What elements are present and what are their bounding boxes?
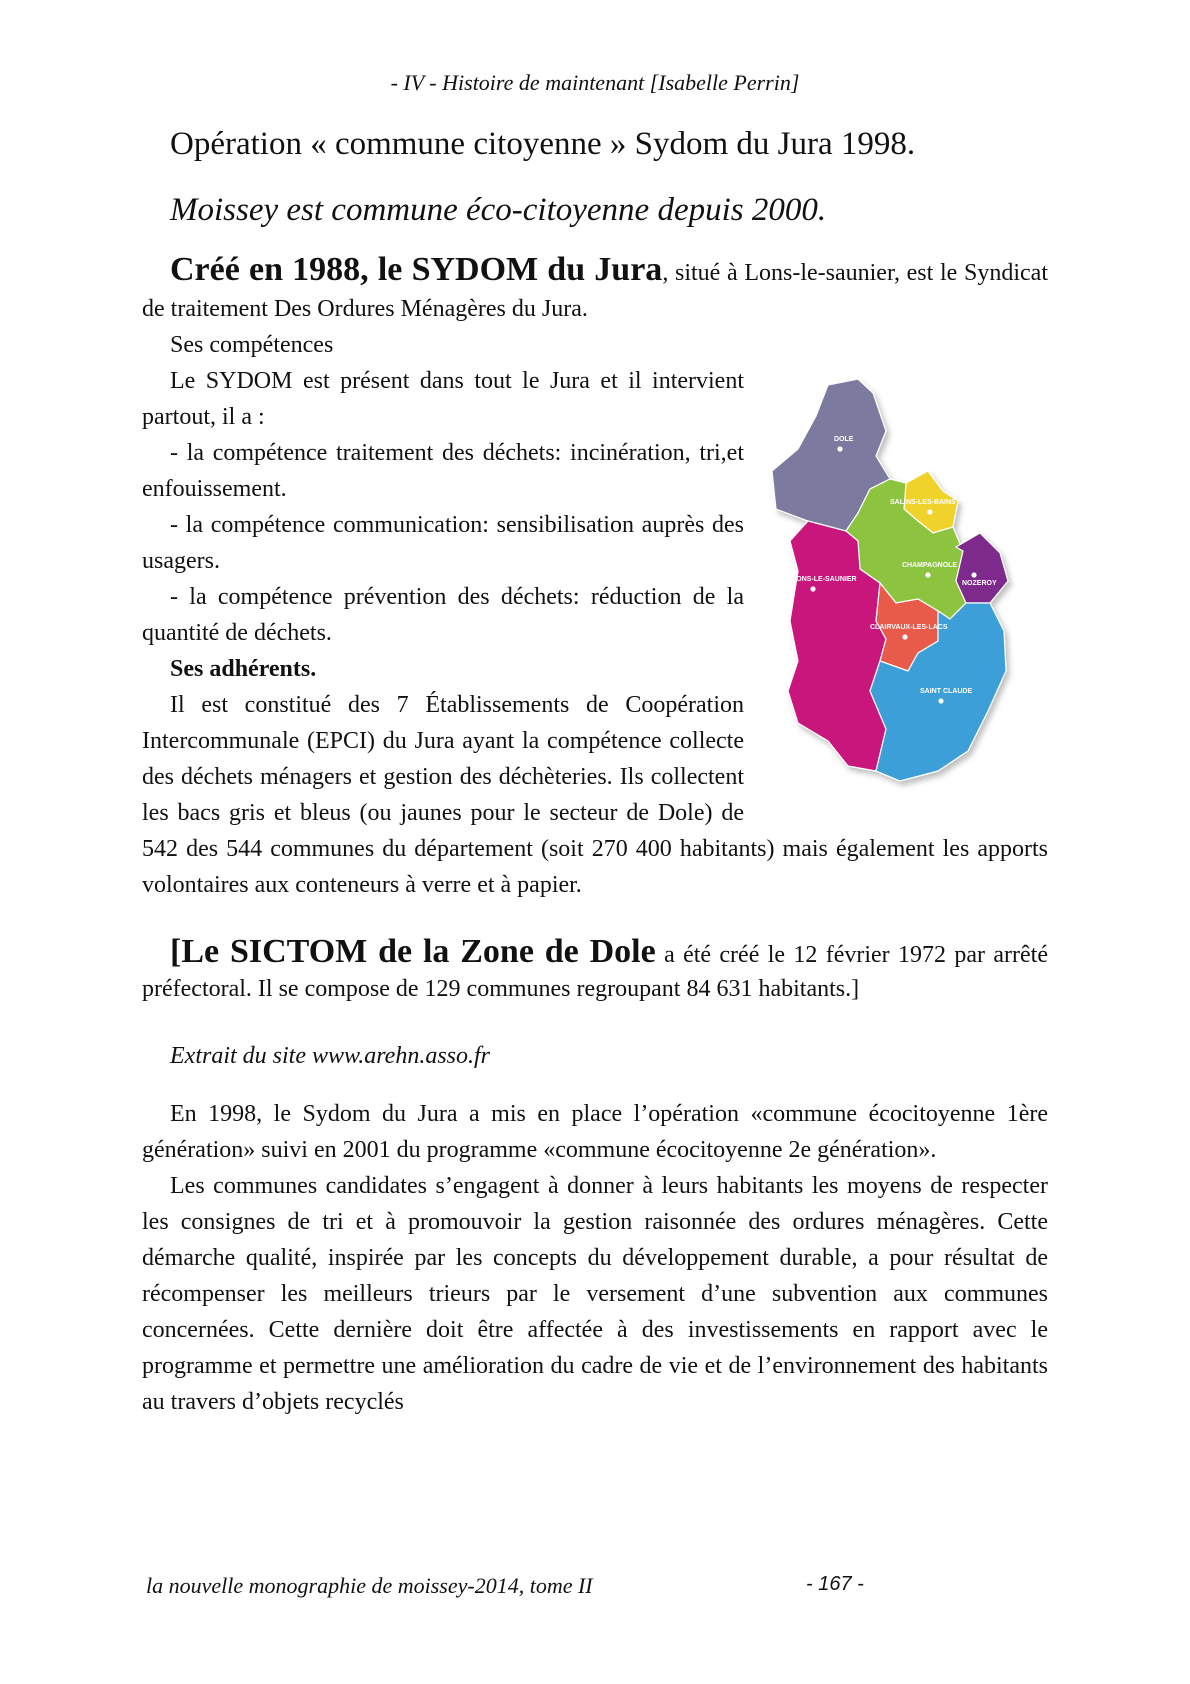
jura-map	[768, 371, 1048, 791]
map-label-saint-claude: SAINT CLAUDE	[920, 688, 973, 695]
sydom-intro-rest: , situé à Lons-le-saunier, est le Syndicat de traitement Des Ordures Ménagères du Jura.	[142, 260, 1048, 322]
footer-page-number: - 167 -	[806, 1573, 864, 1595]
page-content	[142, 118, 1048, 1420]
sictom-bold: [Le SICTOM de la Zone de Dole	[170, 933, 656, 970]
adherents-text: Il est constitué des 7 Établissements de Coopération Intercommunale (EPCI) du Jura ayant la compétence collecte des déchets ménagers et gestion des déchèteries. Ils collectent les bacs gris et bleus (ou jaunes pour le secteur de Dole) de 542 des 544 communes du département (soit 270 400 habitants) mais également les apports volontaires aux conteneurs à verre et à papier.	[142, 692, 1048, 898]
footer-publication: la nouvelle monographie de moissey-2014, tome II	[146, 1573, 593, 1598]
competence-prevention: - la compétence prévention des déchets: réduction de la quantité de déchets.	[142, 584, 744, 646]
sictom-paragraph	[142, 935, 1048, 1006]
sydom-presence: Le SYDOM est présent dans tout le Jura et il intervient partout, il a :	[142, 368, 744, 430]
paragraph-communes: Les communes candidates s’engagent à donner à leurs habitants les moyens de respecter les consignes de tri et à promouvoir la gestion raisonnée des ordures ménagères. Cette démarche qualité, inspirée par les concepts du développement durable, a pour résultat de récompenser les meilleurs trieurs par le versement d’une subvention aux communes concernées. Cette dernière doit être affectée à des investissements en rapport avec le programme et permettre une amélioration du cadre de vie et de l’environnement des habitants au travers d’objets recyclés	[142, 1173, 1048, 1415]
adherents-heading: Ses adhérents.	[170, 656, 317, 682]
map-label-nozeroy: NOZEROY	[962, 580, 997, 587]
moissey-subtitle: Moissey est commune éco-citoyenne depuis 2000.	[170, 192, 827, 228]
competence-traitement: - la compétence traitement des déchets: incinération, tri,et enfouissement.	[142, 440, 744, 502]
map-region-nozeroy	[956, 533, 1008, 603]
sydom-intro-bold: Créé en 1988, le SYDOM du Jura	[170, 251, 663, 288]
map-label-lons: LONS-LE-SAUNIER	[792, 576, 857, 583]
map-label-clairvaux: CLAIRVAUX-LES-LACS	[870, 624, 948, 631]
source-citation: Extrait du site www.arehn.asso.fr	[170, 1043, 491, 1069]
running-header: - IV - Histoire de maintenant [Isabelle Perrin]	[390, 70, 800, 95]
map-label-champagnole: CHAMPAGNOLE	[902, 562, 958, 569]
sictom-rest: a été créé le 12 février 1972 par arrêté préfectoral. Il se compose de 129 communes regroupant 84 631 habitants.]	[142, 942, 1048, 1002]
operation-title: Opération « commune citoyenne » Sydom du Jura 1998.	[170, 126, 916, 162]
jura-map-svg	[768, 371, 1048, 791]
competences-heading: Ses compétences	[170, 332, 334, 358]
map-label-dole: DOLE	[834, 436, 854, 443]
paragraph-1998: En 1998, le Sydom du Jura a mis en place l’opération «commune écocitoyenne 1ère génération» suivi en 2001 du programme «commune écocitoyenne 2e génération».	[142, 1101, 1048, 1163]
sydom-intro	[142, 252, 1048, 327]
competence-communication: - la compétence communication: sensibilisation auprès des usagers.	[142, 512, 744, 574]
map-label-salins: SALINS-LES-BAINS	[890, 499, 956, 506]
